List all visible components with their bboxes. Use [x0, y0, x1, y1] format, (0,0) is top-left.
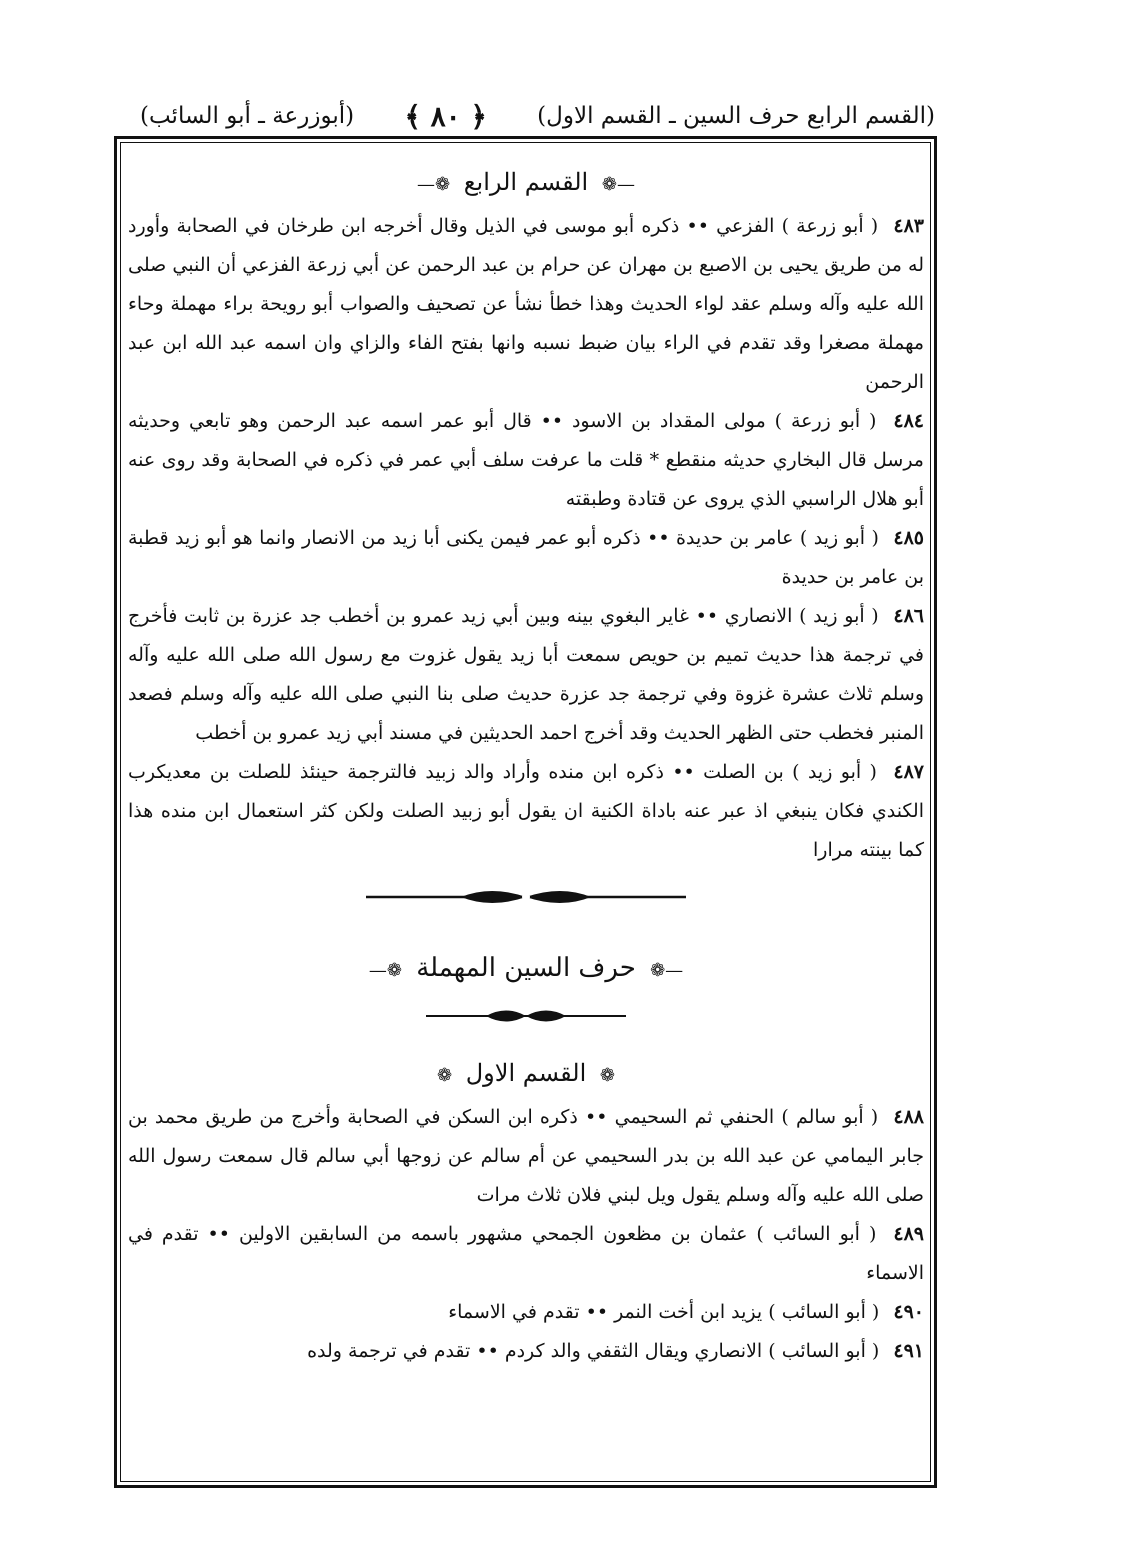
entry-text: ( أبو زرعة ) الفزعي •• ذكره أبو موسى في الذيل وقال أخرجه ابن طرخان في الصحابة وأورد له من طريق يحيى بن الاصبع بن مهران عن حرام بن عبد الرحمن عن أبي زرعة الفزعي أن النبي صلى الله عليه وآله وسلم عقد لواء الحديث وهذا خطأ نشأ عن تصحيف والصواب أبو رويحة براء مهملة وحاء مهملة مصغرا وقد تقدم في الراء بيان ضبط نسبه وانها بفتح الفاء والزاي وان اسمه عبد الله ابن عبد الرحمن [128, 215, 925, 393]
page-content [120, 160, 932, 1371]
header-left: (أبوزرعة ـ أبو السائب) [140, 103, 355, 129]
ornament-icon: —❁ [601, 174, 635, 195]
entry-number: ٤٨٧ [893, 761, 924, 783]
entry-486 [120, 597, 932, 753]
entry-number: ٤٨٥ [893, 527, 924, 549]
entry-number: ٤٨٨ [893, 1106, 925, 1128]
page-number: ﴿ ٨٠ ﴾ [404, 99, 487, 133]
entry-text: ( أبو السائب ) الانصاري ويقال الثقفي والد كردم •• تقدم في ترجمة ولده [307, 1340, 880, 1362]
entry-text: ( أبو زيد ) الانصاري •• غاير البغوي بينه وبين أبي زيد عمرو بن أخطب جد عزرة بن ثابت فأخرج في ترجمة هذا حديث تميم بن حويص سمعت أبا زيد يقول غزوت مع رسول الله صلى الله عليه وآله وسلم ثلاث عشرة غزوة وفي ترجمة جد عزرة حديث صلى بنا النبي صلى الله عليه وآله وسلم فصعد المنبر فخطب حتى الظهر الحديث وقد أخرج احمد الحديثين في مسند أبي زيد عمرو بن أخطب [128, 605, 924, 744]
entry-488 [120, 1098, 932, 1215]
section-heading-4 [120, 160, 932, 207]
entry-number: ٤٨٩ [893, 1223, 924, 1245]
ornament-icon: ❁ [599, 1065, 615, 1086]
ornament-icon: —❁ [650, 960, 684, 981]
ornamental-divider [120, 882, 932, 932]
ornamental-divider [120, 1001, 932, 1051]
entry-number: ٤٨٤ [893, 410, 924, 432]
entry-484 [120, 402, 932, 519]
letter-heading-title: حرف السين المهملة [416, 953, 636, 983]
entry-485 [120, 519, 932, 597]
divider-ornament-icon [366, 882, 686, 912]
entry-490 [120, 1293, 932, 1332]
letter-heading [120, 938, 932, 1001]
entry-text: ( أبو زيد ) بن الصلت •• ذكره ابن منده وأراد والد زبيد فالترجمة حينئذ للصلت بن معديكرب الكندي فكان ينبغي اذ عبر عنه باداة الكنية ان يقول أبو زبيد الصلت ولكن كثر استعمال ابن منده هذا كما بينته مرارا [128, 761, 924, 861]
entry-number: ٤٨٦ [893, 605, 925, 627]
section-title: القسم الاول [465, 1059, 587, 1087]
ornament-icon: ❁— [417, 174, 451, 195]
entry-text: ( أبو سالم ) الحنفي ثم السحيمي •• ذكره ابن السكن في الصحابة وأخرج من طريق محمد بن جابر اليمامي عن عبد الله بن بدر السحيمي عن أم سالم عن زوجها أبي سالم قال سمعت رسول الله صلى الله عليه وآله وسلم يقول ويل لبني فلان ثلاث مرات [128, 1106, 924, 1206]
entry-487 [120, 753, 932, 870]
ornament-icon: ❁ [437, 1065, 453, 1086]
entry-text: ( أبو السائب ) يزيد ابن أخت النمر •• تقدم في الاسماء [448, 1301, 880, 1323]
entry-483 [120, 207, 932, 402]
entry-text: ( أبو زيد ) عامر بن حديدة •• ذكره أبو عمر فيمن يكنى أبا زيد من الانصار وانما هو أبو زيد قطبة بن عامر بن حديدة [128, 527, 924, 588]
header-right: (القسم الرابع حرف السين ـ القسم الاول) [537, 103, 935, 129]
section-heading-1 [120, 1051, 932, 1098]
entry-number: ٤٩٠ [893, 1301, 924, 1323]
divider-ornament-icon [426, 1001, 626, 1031]
entry-text: ( أبو السائب ) عثمان بن مظعون الجمحي مشهور باسمه من السابقين الاولين •• تقدم في الاسماء [128, 1223, 924, 1284]
entry-number: ٤٨٣ [893, 215, 925, 237]
entry-489 [120, 1215, 932, 1293]
entry-number: ٤٩١ [893, 1340, 924, 1362]
entry-491 [120, 1332, 932, 1371]
entry-text: ( أبو زرعة ) مولى المقداد بن الاسود •• قال أبو عمر اسمه عبد الرحمن وهو تابعي وحديثه مرسل قال البخاري حديثه منقطع * قلت ما عرفت سلف أبي عمر في ذكره في الصحابة وقد روى عنه أبو هلال الراسبي الذي يروى عن قتادة وطبقته [128, 410, 924, 510]
section-title: القسم الرابع [463, 168, 589, 196]
running-head [140, 98, 935, 134]
ornament-icon: ❁— [368, 960, 402, 981]
